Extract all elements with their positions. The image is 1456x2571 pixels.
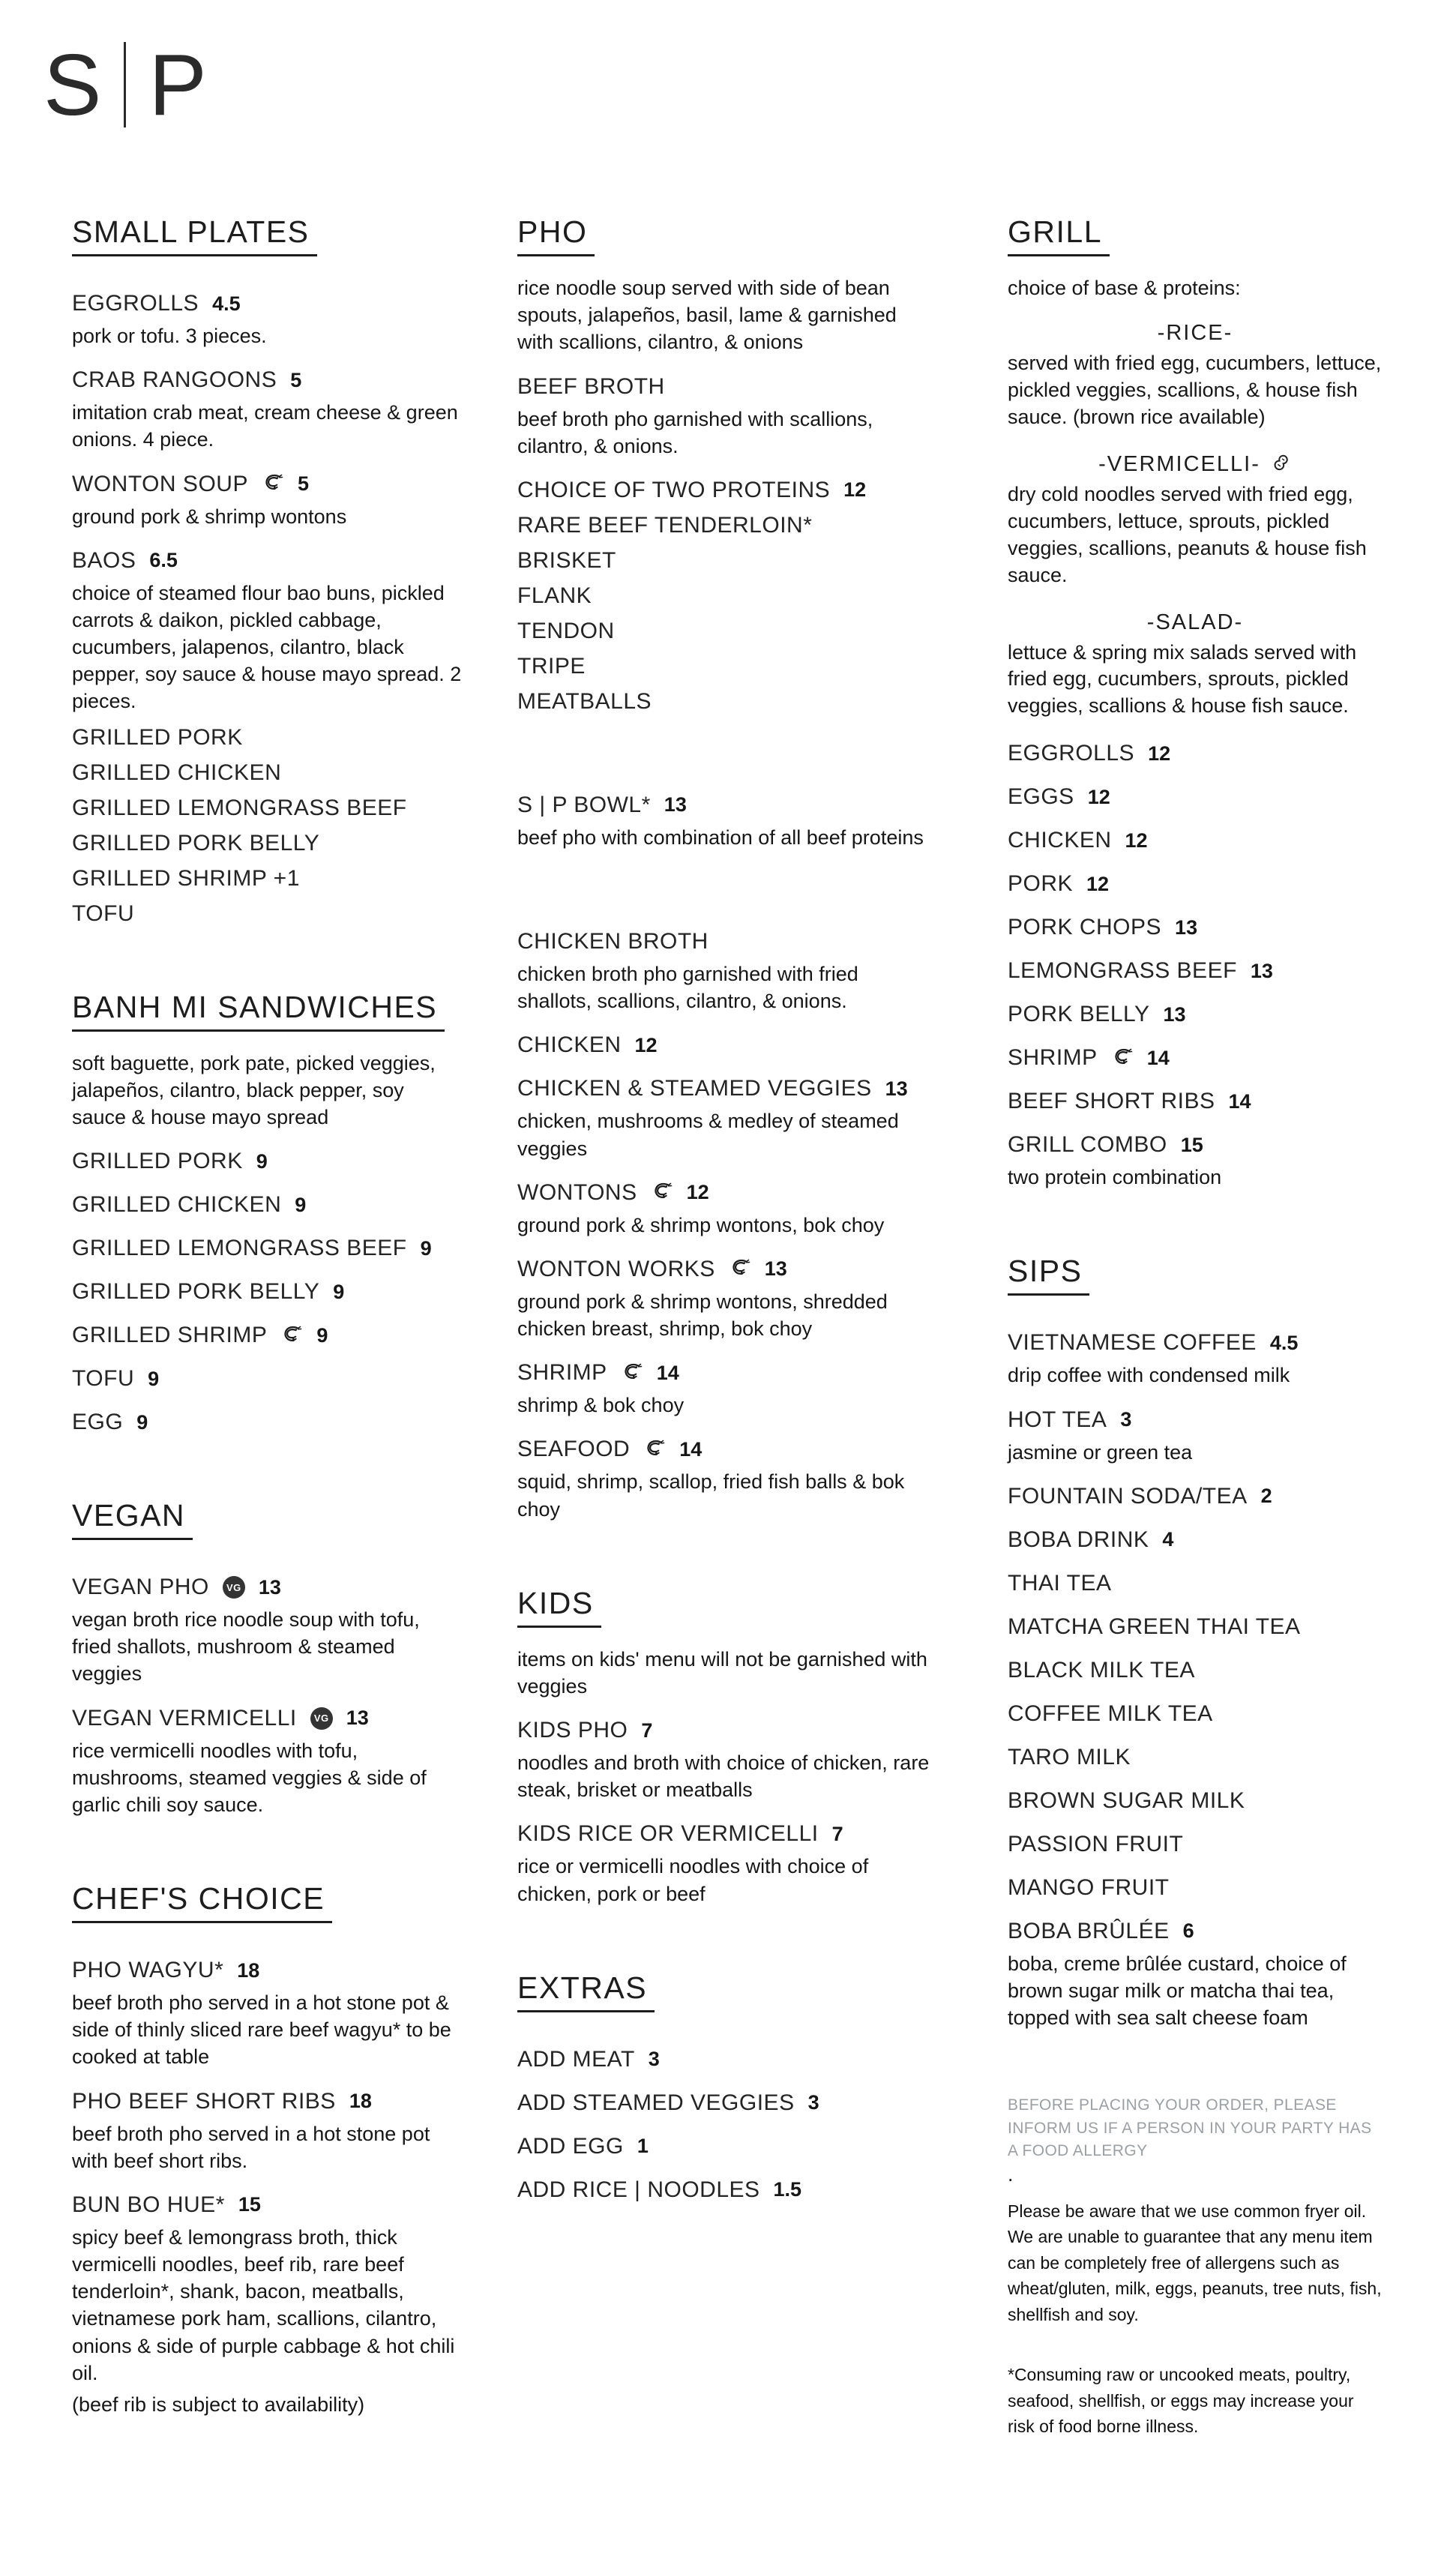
item-desc: two protein combination (1008, 1166, 1222, 1189)
item-name: PORK (1008, 871, 1074, 897)
vegan-icon: VG (310, 1707, 333, 1730)
item-price: 14 (679, 1437, 703, 1461)
item-price: 12 (1125, 829, 1148, 852)
section-intro-grill: choice of base & proteins: (1008, 277, 1241, 299)
menu-item (1008, 1330, 1383, 1356)
item-price: 7 (831, 1822, 843, 1845)
item-price: 6.5 (149, 549, 178, 572)
item-desc: jasmine or green tea (1008, 1440, 1193, 1464)
item-name: GRILLED SHRIMP (72, 1323, 268, 1348)
item-price: 4.5 (1269, 1331, 1299, 1354)
item-price: 14 (1146, 1046, 1170, 1069)
allergy-notice-smallcaps: BEFORE PLACING YOUR ORDER, PLEASE INFORM US IF A PERSON IN YOUR PARTY HAS A FOOD ALLERGY (1008, 2096, 1372, 2160)
shellfish-icon (729, 1257, 751, 1279)
grill-base-0 (1008, 321, 1383, 431)
item-desc: beef broth pho served in a hot stone pot with beef short ribs. (72, 2122, 430, 2172)
menu-item (517, 1032, 937, 1058)
peanut-icon (1269, 452, 1292, 475)
menu-item (72, 1575, 462, 1600)
item-name: TARO MILK (1008, 1744, 1131, 1769)
item-name: COFFEE MILK TEA (1008, 1701, 1213, 1726)
item-name: WONTON SOUP (72, 471, 248, 496)
item-price: 9 (333, 1280, 345, 1303)
item-price: 13 (664, 793, 687, 817)
item-desc: squid, shrimp, scallop, fried fish balls & bok choy (517, 1470, 905, 1521)
item-price: 9 (420, 1236, 432, 1260)
item-name: CHICKEN (517, 1032, 622, 1058)
menu-item (517, 689, 937, 715)
menu-item (517, 1437, 937, 1462)
item-price: 1.5 (773, 2178, 802, 2201)
menu-item (72, 1236, 462, 1261)
grill-base-title (1008, 321, 1383, 346)
item-name: ADD RICE | NOODLES (517, 2177, 760, 2202)
item-name: RARE BEEF TENDERLOIN* (517, 512, 813, 538)
item-price: 13 (346, 1707, 369, 1730)
item-name: EGG (72, 1410, 124, 1435)
grill-base-title-text: -SALAD- (1146, 610, 1244, 634)
grill-base-title-text: -RICE- (1157, 321, 1233, 346)
menu-item (72, 1323, 462, 1348)
item-price: 13 (1163, 1002, 1186, 1026)
menu-item (72, 725, 462, 751)
section-title-pho: PHO (517, 214, 595, 256)
menu-item (1008, 1614, 1383, 1640)
item-name: EGGROLLS (1008, 741, 1135, 766)
item-desc: ground pork & shrimp wontons, shredded chicken breast, shrimp, bok choy (517, 1290, 888, 1341)
item-name: GRILL COMBO (1008, 1132, 1167, 1158)
grill-base-desc: lettuce & spring mix salads served with fried egg, cucumbers, sprouts, pickled veggies, scallions & house fish sauce. (1008, 640, 1357, 718)
item-name: PORK BELLY (1008, 1002, 1150, 1027)
item-name: EGGS (1008, 784, 1074, 810)
item-price: 5 (297, 472, 309, 496)
item-name: S | P BOWL* (517, 792, 651, 817)
item-name: ADD MEAT (517, 2046, 635, 2072)
section-title-small-plates: SMALL PLATES (72, 214, 317, 256)
item-price: 1 (637, 2135, 649, 2158)
item-name: ADD STEAMED VEGGIES (517, 2090, 795, 2115)
item-name: BLACK MILK TEA (1008, 1657, 1195, 1683)
item-price: 12 (634, 1033, 658, 1056)
item-name: BOBA DRINK (1008, 1527, 1149, 1552)
item-name: FLANK (517, 583, 592, 608)
grill-base-1 (1008, 452, 1383, 589)
item-name: TENDON (517, 618, 615, 643)
menu-item (517, 2177, 937, 2203)
menu-item (517, 548, 937, 574)
menu-item (1008, 1132, 1383, 1158)
menu-item (517, 793, 937, 818)
item-name: CHICKEN & STEAMED VEGGIES (517, 1076, 872, 1101)
item-desc: noodles and broth with choice of chicken, rare steak, brisket or meatballs (517, 1751, 930, 1802)
item-name: CHOICE OF TWO PROTEINS (517, 477, 831, 502)
menu-item (517, 1257, 937, 1282)
item-price: 4 (1162, 1528, 1174, 1551)
menu-item (517, 1180, 937, 1206)
item-name: PORK CHOPS (1008, 915, 1162, 940)
menu-item (517, 583, 937, 609)
item-price: 4.5 (212, 292, 241, 315)
item-name: WONTON WORKS (517, 1256, 715, 1281)
item-name: MEATBALLS (517, 688, 652, 714)
section-title-chefs-choice: CHEF'S CHOICE (72, 1881, 332, 1923)
grill-base-title (1008, 452, 1383, 477)
item-name: GRILLED CHICKEN (72, 1192, 282, 1218)
item-name: FOUNTAIN SODA/TEA (1008, 1483, 1248, 1509)
menu-item (1008, 915, 1383, 940)
section-sips (1008, 1254, 1383, 2031)
item-name: BUN BO HUE* (72, 2192, 225, 2217)
item-price: 9 (316, 1323, 328, 1347)
section-pho (517, 214, 937, 1523)
item-price: 7 (641, 1718, 653, 1742)
menu-item (517, 2090, 937, 2116)
section-title-vegan: VEGAN (72, 1498, 193, 1540)
menu-item (72, 760, 462, 786)
menu-item (517, 1076, 937, 1101)
item-desc: spicy beef & lemongrass broth, thick vermicelli noodles, beef rib, rare beef tenderloin*, shank, bacon, meatballs, vietnamese pork ham, scallions, cilantro, onions & side of purple cabbage & hot chili oil. (72, 2225, 455, 2384)
menu-item (72, 866, 462, 891)
item-name: VEGAN PHO (72, 1575, 209, 1600)
menu-item (1008, 1832, 1383, 1857)
item-price: 13 (764, 1257, 787, 1281)
grill-base-2 (1008, 610, 1383, 721)
menu-item (72, 367, 462, 393)
item-price: 18 (349, 2090, 372, 2113)
raw-consumption-notice: *Consuming raw or uncooked meats, poultry, seafood, shellfish, or eggs may increase your risk of food borne illness. (1008, 2365, 1354, 2437)
item-name: LEMONGRASS BEEF (1008, 958, 1237, 984)
item-name: CHICKEN (1008, 828, 1112, 853)
menu-item (72, 472, 462, 497)
item-name: GRILLED PORK BELLY (72, 830, 320, 856)
menu-item (1008, 1658, 1383, 1683)
item-desc: beef broth pho served in a hot stone pot & side of thinly sliced rare beef wagyu* to be cooked at table (72, 1991, 451, 2069)
item-price: 12 (1087, 785, 1110, 808)
item-name: HOT TEA (1008, 1407, 1107, 1432)
menu-item (517, 619, 937, 644)
menu-item (1008, 1875, 1383, 1901)
menu-item (517, 478, 937, 503)
section-title-sips: SIPS (1008, 1254, 1089, 1296)
menu-item (72, 1279, 462, 1305)
menu-item (1008, 1788, 1383, 1814)
item-name: VIETNAMESE COFFEE (1008, 1330, 1257, 1356)
grill-base-title (1008, 610, 1383, 635)
menu-item (517, 374, 937, 400)
item-desc: chicken broth pho garnished with fried shallots, scallions, cilantro, & onions. (517, 963, 858, 1013)
menu-item (517, 2134, 937, 2159)
item-price: 9 (136, 1410, 148, 1434)
shellfish-icon (621, 1361, 643, 1383)
shellfish-icon (1111, 1046, 1134, 1068)
section-kids (517, 1586, 937, 1907)
item-price: 9 (295, 1193, 307, 1216)
item-desc: drip coffee with condensed milk (1008, 1364, 1290, 1387)
menu-item (72, 901, 462, 927)
fryer-oil-notice: Please be aware that we use common fryer oil. We are unable to guarantee that any menu item can be completely free of allergens such as wheat/gluten, milk, eggs, peanuts, tree nuts, fish, shellfish and soy. (1008, 2201, 1382, 2324)
item-name: BEEF SHORT RIBS (1008, 1089, 1215, 1114)
section-title-extras: EXTRAS (517, 1970, 655, 2012)
menu-item (72, 1958, 462, 1983)
shellfish-icon (280, 1323, 303, 1346)
section-extras (517, 1970, 937, 2203)
section-banh-mi (72, 990, 462, 1436)
menu-item (1008, 1089, 1383, 1114)
section-grill (1008, 214, 1383, 1191)
menu-item (1008, 1002, 1383, 1027)
item-desc: ground pork & shrimp wontons, bok choy (517, 1213, 885, 1236)
item-name: TOFU (72, 900, 135, 926)
menu-item (72, 2089, 462, 2114)
item-name: BRISKET (517, 547, 616, 573)
item-name: GRILLED PORK (72, 1149, 243, 1174)
item-name: KIDS PHO (517, 1718, 628, 1743)
item-name: PHO WAGYU* (72, 1958, 224, 1983)
menu-item (1008, 1407, 1383, 1433)
shellfish-icon (651, 1180, 673, 1203)
menu-item (72, 1149, 462, 1174)
item-desc: choice of steamed flour bao buns, pickled carrots & daikon, pickled cabbage, cucumbers, jalapenos, cilantro, black pepper, soy sauce & house mayo spread. 2 pieces. (72, 581, 462, 713)
logo-letter-left: S (43, 36, 102, 133)
allergy-notice-period: . (1008, 2162, 1014, 2186)
menu-item (517, 1821, 937, 1847)
item-name: GRILLED LEMONGRASS BEEF (72, 795, 407, 820)
item-price: 13 (1250, 959, 1273, 982)
item-name: CHICKEN BROTH (517, 929, 709, 954)
item-price: 9 (148, 1367, 160, 1390)
item-price: 6 (1182, 1919, 1194, 1943)
item-price: 13 (885, 1077, 908, 1100)
section-title-grill: GRILL (1008, 214, 1110, 256)
item-name: GRILLED SHRIMP +1 (72, 865, 300, 891)
item-desc: rice or vermicelli noodles with choice of chicken, pork or beef (517, 1855, 869, 1905)
menu-column-3 (1008, 214, 1383, 2440)
item-name: BOBA BRÛLÉE (1008, 1918, 1170, 1943)
item-desc: shrimp & bok choy (517, 1394, 685, 1417)
menu-item (72, 831, 462, 856)
menu-item (72, 1410, 462, 1435)
menu-item (517, 929, 937, 954)
menu-item (72, 796, 462, 821)
item-name: BROWN SUGAR MILK (1008, 1787, 1245, 1813)
item-name: ADD EGG (517, 2133, 624, 2159)
item-desc: beef pho with combination of all beef proteins (517, 826, 924, 849)
item-name: SEAFOOD (517, 1437, 631, 1462)
item-name: TRIPE (517, 653, 586, 679)
item-name: GRILLED LEMONGRASS BEEF (72, 1236, 407, 1261)
vegan-icon: VG (223, 1576, 245, 1599)
menu-item (1008, 1919, 1383, 1944)
item-price: 12 (1086, 872, 1110, 895)
item-name: KIDS RICE OR VERMICELLI (517, 1821, 819, 1847)
item-price: 15 (238, 2193, 261, 2216)
item-name: VEGAN VERMICELLI (72, 1705, 297, 1730)
item-price: 18 (237, 1958, 260, 1982)
item-desc: imitation crab meat, cream cheese & green onions. 4 piece. (72, 401, 458, 451)
menu-item (72, 1192, 462, 1218)
menu-item (517, 654, 937, 679)
menu-item (1008, 741, 1383, 766)
item-price: 15 (1180, 1133, 1203, 1156)
menu-item (72, 291, 462, 316)
item-desc: chicken, mushrooms & medley of steamed veggies (517, 1110, 899, 1160)
menu-item (72, 1366, 462, 1392)
menu-item (72, 548, 462, 574)
shellfish-icon (643, 1437, 666, 1460)
menu-item (517, 2047, 937, 2072)
item-price: 5 (290, 368, 302, 391)
item-price: 3 (1120, 1408, 1132, 1431)
item-name: WONTONS (517, 1179, 637, 1205)
menu-item (72, 2192, 462, 2218)
item-name: SHRIMP (517, 1360, 607, 1386)
grill-base-desc: dry cold noodles served with fried egg, cucumbers, lettuce, sprouts, pickled veggies, scallions, peanuts & house fish sauce. (1008, 482, 1367, 586)
section-vegan (72, 1498, 462, 1818)
menu-item (1008, 1745, 1383, 1770)
item-desc: ground pork & shrimp wontons (72, 505, 347, 528)
item-name: EGGROLLS (72, 291, 199, 316)
menu-item (1008, 1484, 1383, 1509)
section-title-banh-mi: BANH MI SANDWICHES (72, 990, 445, 1032)
item-name: THAI TEA (1008, 1570, 1112, 1596)
menu-item (517, 1360, 937, 1386)
menu-item (72, 1706, 462, 1731)
item-name: PASSION FRUIT (1008, 1831, 1184, 1856)
item-desc: pork or tofu. 3 pieces. (72, 325, 267, 347)
item-price: 13 (258, 1575, 281, 1599)
menu-item (1008, 871, 1383, 897)
logo-divider (124, 42, 126, 127)
item-desc: vegan broth rice noodle soup with tofu, fried shallots, mushroom & steamed veggies (72, 1608, 420, 1686)
menu-item (1008, 828, 1383, 853)
item-name: BEEF BROTH (517, 373, 665, 399)
item-price: 3 (648, 2048, 660, 2071)
item-price: 12 (1148, 742, 1171, 765)
section-intro-kids: items on kids' menu will not be garnished with veggies (517, 1647, 927, 1698)
section-small-plates (72, 214, 462, 927)
item-price: 12 (843, 478, 867, 502)
item-price: 2 (1260, 1485, 1272, 1508)
grill-base-title-text: -VERMICELLI- (1098, 451, 1260, 476)
menu-item (1008, 958, 1383, 984)
item-name: GRILLED CHICKEN (72, 760, 282, 785)
item-price: 3 (807, 2091, 819, 2114)
item-name: GRILLED PORK (72, 724, 243, 750)
restaurant-logo (43, 36, 207, 133)
menu-column-1 (72, 214, 462, 2481)
menu-item (1008, 1701, 1383, 1727)
item-desc: rice vermicelli noodles with tofu, mushrooms, steamed veggies & side of garlic chili soy sauce. (72, 1739, 427, 1816)
menu-item (1008, 1571, 1383, 1596)
item-name: CRAB RANGOONS (72, 367, 277, 393)
item-price: 12 (686, 1181, 709, 1204)
item-name: GRILLED PORK BELLY (72, 1279, 320, 1305)
section-chefs-choice (72, 1881, 462, 2418)
item-name: MANGO FRUIT (1008, 1874, 1170, 1900)
item-price: 14 (1228, 1089, 1251, 1113)
logo-letter-right: P (148, 36, 207, 133)
section-intro-pho: rice noodle soup served with side of bean spouts, jalapeños, basil, lame & garnished with scallions, cilantro, & onions (517, 277, 897, 354)
menu-item (1008, 784, 1383, 810)
menu-item (517, 1718, 937, 1743)
menu-column-2 (517, 214, 937, 2266)
item-price: 13 (1175, 915, 1198, 939)
item-name: SHRIMP (1008, 1045, 1098, 1071)
item-desc: boba, creme brûlée custard, choice of brown sugar milk or matcha thai tea, topped with sea salt cheese foam (1008, 1952, 1347, 2030)
grill-base-desc: served with fried egg, cucumbers, lettuce, pickled veggies, scallions, & house fish sauce. (brown rice available) (1008, 352, 1382, 428)
item-desc: beef broth pho garnished with scallions, cilantro, & onions. (517, 407, 873, 457)
item-name: MATCHA GREEN THAI TEA (1008, 1614, 1301, 1639)
menu-item (517, 513, 937, 538)
item-price: 9 (256, 1149, 268, 1173)
section-title-kids: KIDS (517, 1586, 601, 1628)
menu-item (1008, 1045, 1383, 1071)
section-intro-banh-mi: soft baguette, pork pate, picked veggies, jalapeños, cilantro, black pepper, soy sauce & house mayo spread (72, 1051, 436, 1128)
item-name: PHO BEEF SHORT RIBS (72, 2088, 336, 2114)
item-name: TOFU (72, 1366, 135, 1392)
allergy-notices (1008, 2094, 1383, 2439)
menu-item (1008, 1527, 1383, 1553)
item-price: 14 (656, 1361, 679, 1384)
item-name: BAOS (72, 547, 136, 573)
shellfish-icon (262, 472, 284, 494)
item-note: (beef rib is subject to availability) (72, 2393, 365, 2416)
